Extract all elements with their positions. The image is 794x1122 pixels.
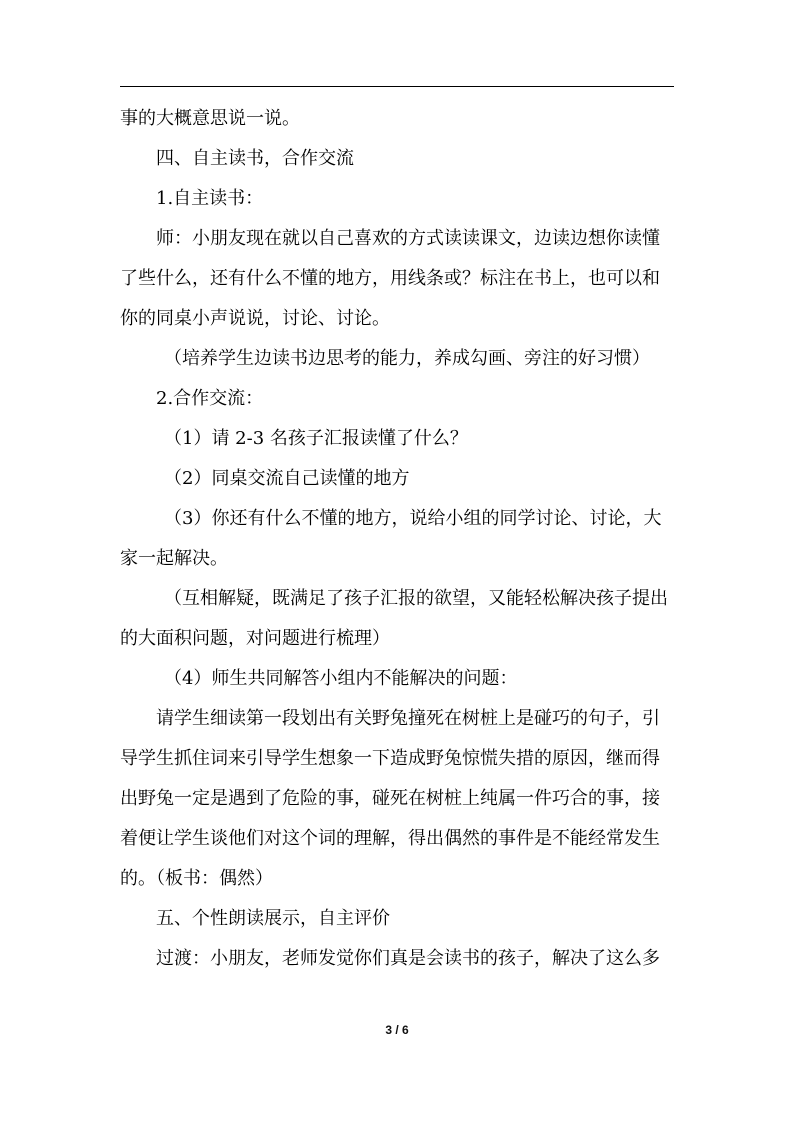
text-line: 的大面积问题，对问题进行梳理） [120, 628, 390, 649]
text-line: 家一起解决。 [120, 548, 228, 569]
text-line: 出野兔一定是遇到了危险的事，碰死在树桩上纯属一件巧合的事，接 [120, 788, 660, 809]
text-line: 请学生细读第一段划出有关野兔撞死在树桩上是碰巧的句子，引 [156, 708, 660, 729]
list-item: （3）你还有什么不懂的地方，说给小组的同学讨论、讨论，大 [164, 508, 662, 529]
header-rule [120, 86, 674, 87]
text-line: 事的大概意思说一说。 [120, 108, 300, 129]
list-item: （4）师生共同解答小组内不能解决的问题： [164, 668, 518, 689]
annotation-line: （互相解疑，既满足了孩子汇报的欲望，又能轻松解决孩子提出 [164, 588, 668, 609]
document-body [120, 99, 676, 979]
text-line: 了些什么，还有什么不懂的地方，用线条或？标注在书上，也可以和 [120, 268, 660, 289]
list-item: （1）请 2-3 名孩子汇报读懂了什么？ [164, 428, 468, 449]
text-line: 师：小朋友现在就以自己喜欢的方式读读课文，边读边想你读懂 [156, 228, 660, 249]
list-item: （2）同桌交流自己读懂的地方 [164, 468, 410, 489]
text-line: 过渡：小朋友，老师发觉你们真是会读书的孩子，解决了这么多 [156, 948, 660, 969]
text-line: 你的同桌小声说说，讨论、讨论。 [120, 308, 390, 329]
text-line: 着便让学生谈他们对这个词的理解，得出偶然的事件是不能经常发生 [120, 828, 660, 849]
text-line: 的。（板书：偶然） [120, 868, 273, 889]
annotation-line: （培养学生边读书边思考的能力，养成勾画、旁注的好习惯） [164, 348, 650, 369]
subsection-heading: 2.合作交流： [156, 388, 264, 409]
text-line: 导学生抓住词来引导学生想象一下造成野兔惊慌失措的原因，继而得 [120, 748, 660, 769]
page-number: 3 / 6 [385, 1023, 409, 1037]
section-heading: 五、个性朗读展示，自主评价 [156, 908, 390, 929]
subsection-heading: 1.自主读书： [156, 188, 264, 209]
section-heading: 四、自主读书，合作交流 [156, 148, 354, 169]
